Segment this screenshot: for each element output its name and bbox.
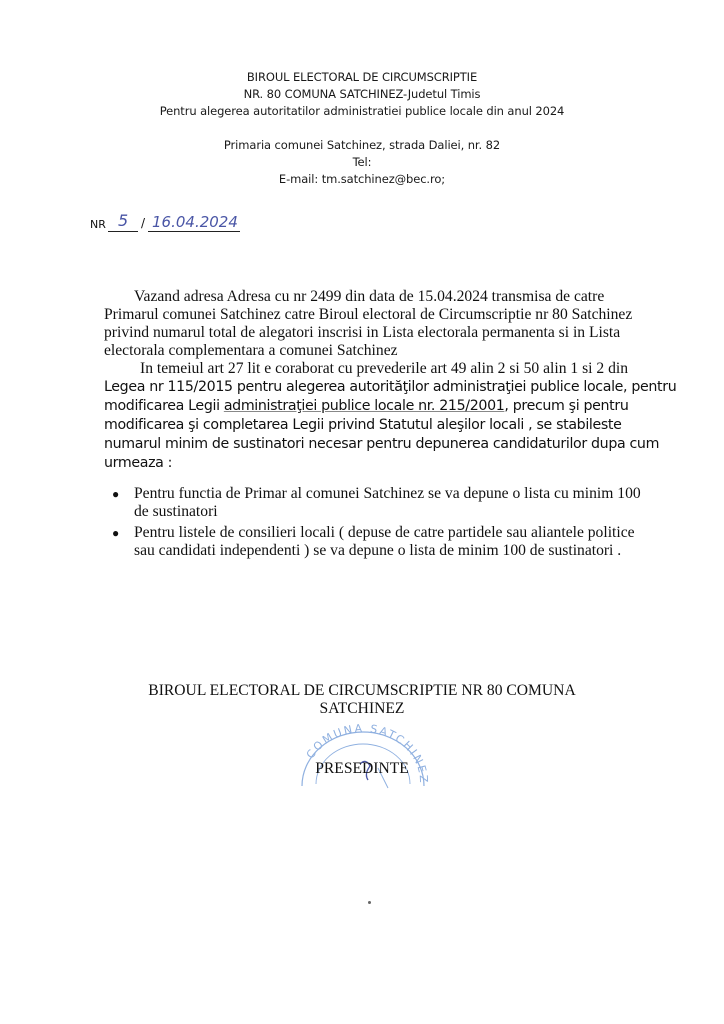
para1-line: privind numarul total de alegatori inscrisi in Lista electorala permanenta si in Lista xyxy=(104,324,621,341)
para1-line: Vazand adresa Adresa cu nr 2499 din data de 15.04.2024 transmisa de catre xyxy=(134,288,605,305)
law-line: Legea nr 115/2015 pentru alegerea autorităţilor administraţiei publice locale, pentru xyxy=(104,379,677,395)
para1-line: Primarul comunei Satchinez catre Biroul electoral de Circumscriptie nr 80 Satchinez xyxy=(104,306,633,323)
law-line xyxy=(104,398,628,414)
header-email: E-mail: tm.satchinez@bec.ro; xyxy=(278,172,446,186)
bullet-item-cont: de sustinatori xyxy=(134,503,218,520)
registration-date: 16.04.2024 xyxy=(152,213,238,231)
registration-number: 5 xyxy=(118,211,129,230)
bullet-marker: ● xyxy=(112,487,120,501)
header-address: Primaria comunei Satchinez, strada Daliei, nr. 82 xyxy=(223,138,501,152)
law-line: modificarea şi completarea Legii privind Statutul aleşilor locali , se stabileste xyxy=(104,417,622,433)
bullet-item: Pentru listele de consilieri locali ( depuse de catre partidele sau aliantele politice xyxy=(134,524,635,541)
page-mark xyxy=(368,901,371,904)
para1-line: electorala complementara a comunei Satchinez xyxy=(104,342,398,359)
law-text: , precum şi pentru xyxy=(504,398,629,414)
registration-separator: / xyxy=(141,216,146,230)
number-underline xyxy=(108,231,138,232)
header-title: BIROUL ELECTORAL DE CIRCUMSCRIPTIE xyxy=(246,70,478,84)
bullet-marker: ● xyxy=(112,526,120,540)
signature-office: BIROUL ELECTORAL DE CIRCUMSCRIPTIE NR 80 COMUNA xyxy=(148,682,576,699)
signature-title: PRESEDINTE xyxy=(315,760,409,777)
bullet-item-cont: sau candidati independenti ) se va depune o lista de minim 100 de sustinatori . xyxy=(134,542,622,559)
header-subtitle: NR. 80 COMUNA SATCHINEZ-Judetul Timis xyxy=(243,87,481,101)
law-text: modificarea Legii xyxy=(104,398,224,414)
law-line: urmeaza : xyxy=(104,455,173,471)
header-purpose: Pentru alegerea autoritatilor administratiei publice locale din anul 2024 xyxy=(159,104,565,118)
para2-line: In temeiul art 27 lit e coraborat cu prevederile art 49 alin 2 si 50 alin 1 si 2 din xyxy=(140,360,629,377)
bullet-item: Pentru functia de Primar al comunei Satchinez se va depune o lista cu minim 100 xyxy=(134,485,641,502)
law-reference: administraţiei publice locale nr. 215/2001 xyxy=(223,398,505,414)
registration-label: NR xyxy=(90,218,106,231)
header-tel: Tel: xyxy=(352,155,372,169)
svg-text:COMUNA SATCHINEZ: COMUNA SATCHINEZ xyxy=(303,724,431,785)
law-line: numarul minim de sustinatori necesar pentru depunerea candidaturilor dupa cum xyxy=(104,436,660,452)
signature-office-name: SATCHINEZ xyxy=(319,700,405,717)
date-underline xyxy=(148,231,240,232)
